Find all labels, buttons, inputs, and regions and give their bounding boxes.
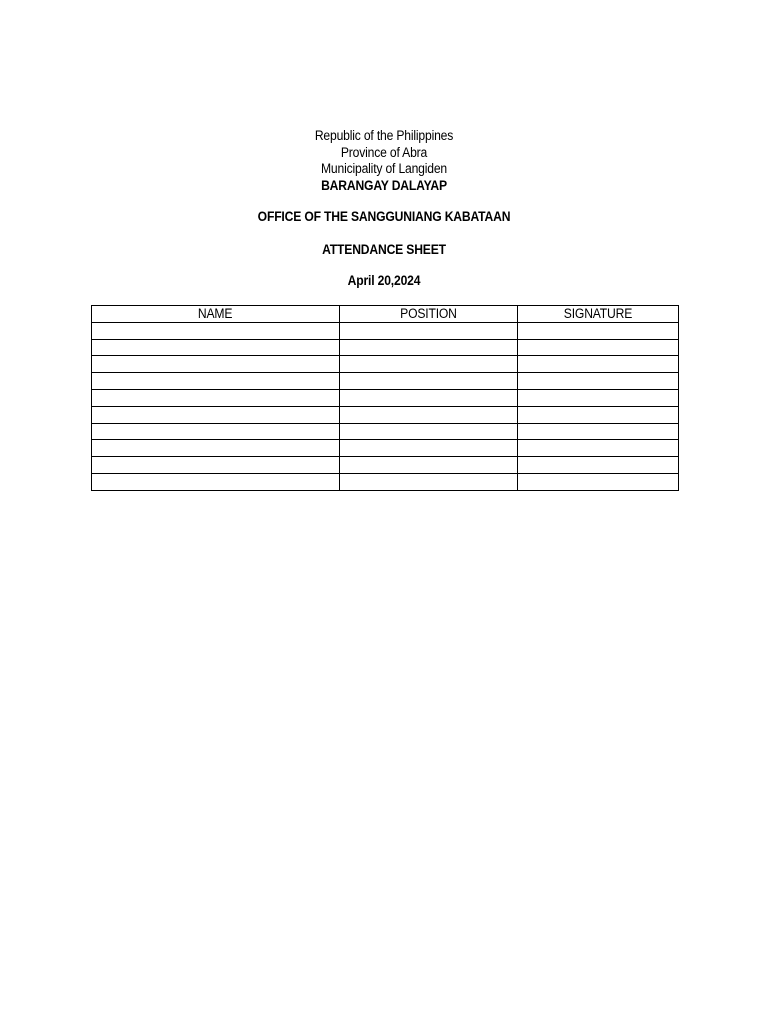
signature-cell: [518, 457, 679, 474]
position-cell: [340, 373, 518, 390]
signature-cell: [518, 440, 679, 457]
signature-cell: [518, 339, 679, 356]
signature-cell: [518, 473, 679, 490]
name-cell: [92, 373, 340, 390]
name-cell: [92, 322, 340, 339]
signature-cell: [518, 373, 679, 390]
province-line: Province of Abra: [340, 144, 428, 160]
column-header-position: POSITION: [340, 306, 518, 323]
table-row: [92, 457, 679, 474]
sheet-title: ATTENDANCE SHEET: [322, 242, 446, 257]
republic-line: Republic of the Philippines: [314, 128, 454, 143]
table-row: [92, 440, 679, 457]
position-cell: [340, 339, 518, 356]
position-cell: [340, 356, 518, 373]
name-cell: [92, 339, 340, 356]
name-cell: [92, 356, 340, 373]
position-cell: [340, 440, 518, 457]
barangay-line: BARANGAY DALAYAP: [321, 177, 447, 193]
sheet-date: April 20,2024: [347, 273, 421, 288]
name-cell: [92, 440, 340, 457]
signature-cell: [518, 356, 679, 373]
table-row: [92, 473, 679, 490]
table-row: [92, 322, 679, 339]
position-cell: [340, 473, 518, 490]
name-cell: [92, 423, 340, 440]
position-cell: [340, 322, 518, 339]
name-cell: [92, 406, 340, 423]
position-cell: [340, 457, 518, 474]
table-row: [92, 373, 679, 390]
column-header-signature: SIGNATURE: [518, 306, 679, 323]
table-row: [92, 339, 679, 356]
position-cell: [340, 423, 518, 440]
letterhead: [0, 128, 768, 194]
signature-cell: [518, 406, 679, 423]
signature-cell: [518, 322, 679, 339]
signature-cell: [518, 389, 679, 406]
column-header-name: NAME: [92, 306, 340, 323]
attendance-table: [91, 305, 679, 491]
name-cell: [92, 389, 340, 406]
name-cell: [92, 457, 340, 474]
position-cell: [340, 389, 518, 406]
table-row: [92, 406, 679, 423]
office-heading: OFFICE OF THE SANGGUNIANG KABATAAN: [257, 209, 511, 224]
name-cell: [92, 473, 340, 490]
table-header-row: [92, 306, 679, 323]
signature-cell: [518, 423, 679, 440]
table-row: [92, 389, 679, 406]
municipality-line: Municipality of Langiden: [320, 161, 448, 176]
table-row: [92, 356, 679, 373]
table-row: [92, 423, 679, 440]
position-cell: [340, 406, 518, 423]
